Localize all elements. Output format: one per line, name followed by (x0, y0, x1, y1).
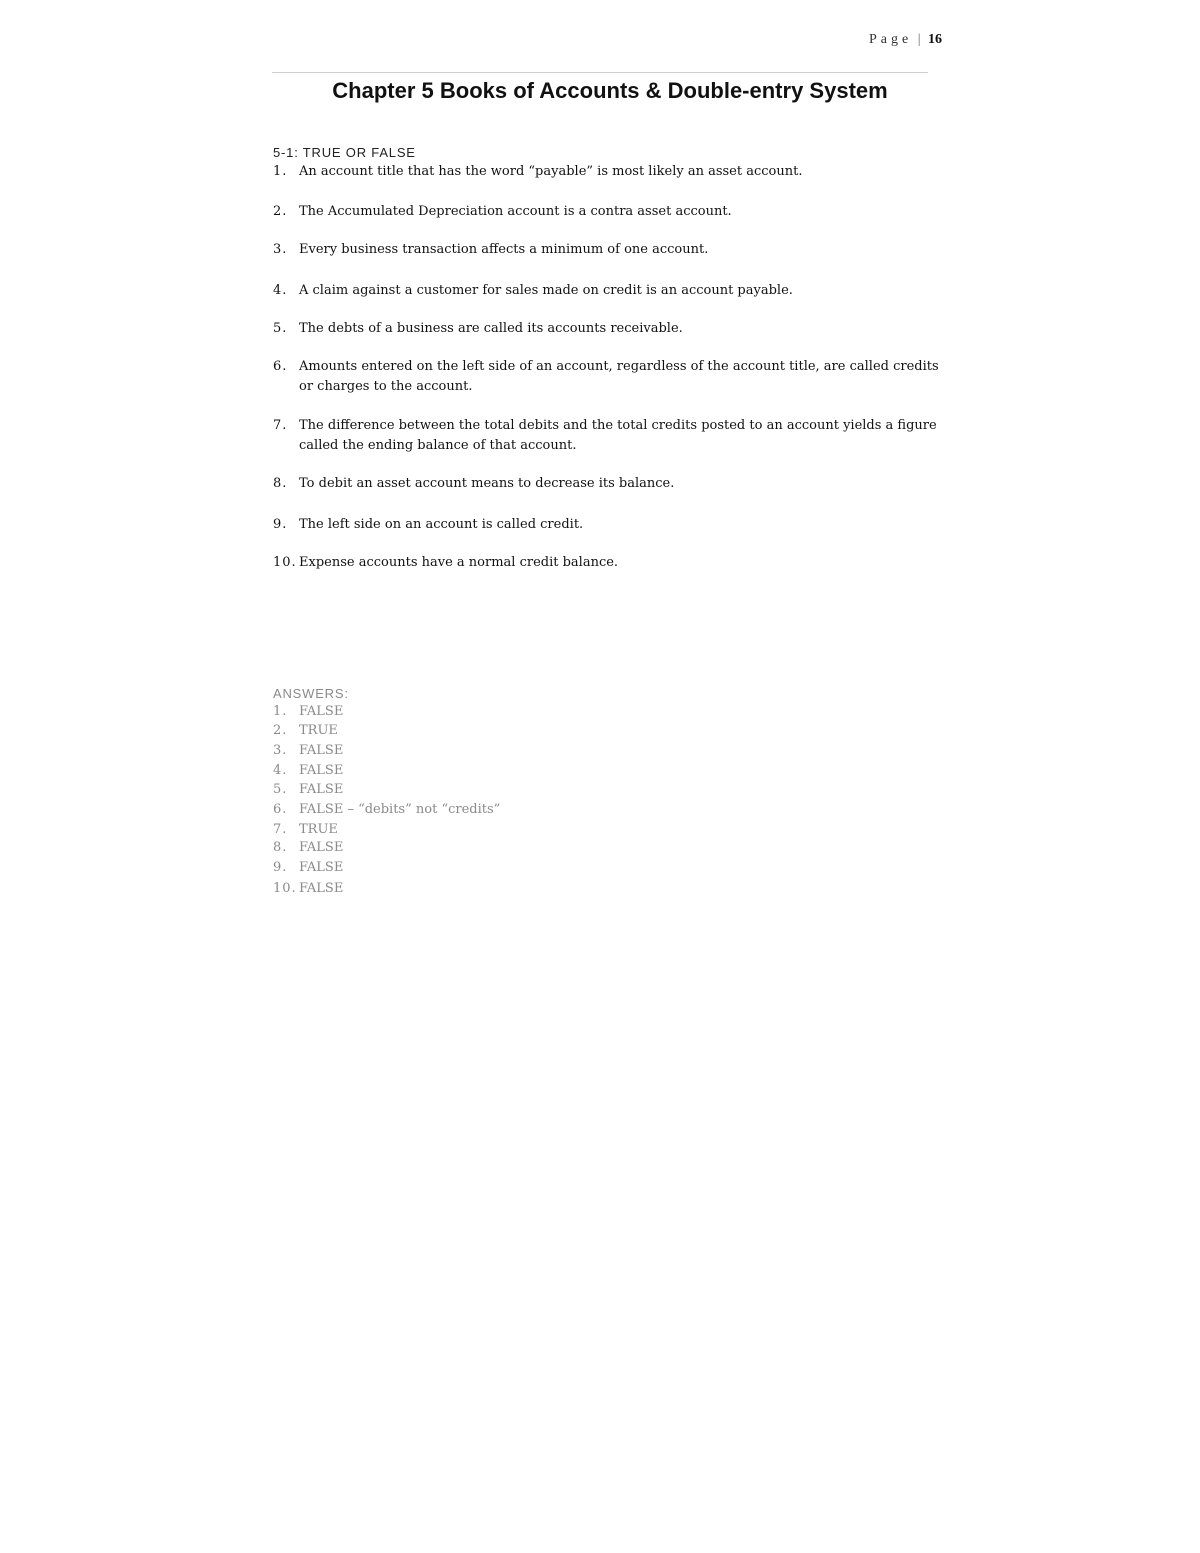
question-text: The Accumulated Depreciation account is a contra asset account. (299, 204, 732, 219)
answer-text: FALSE (299, 782, 344, 797)
answer-item (273, 721, 338, 740)
question-number: 8. (273, 476, 288, 491)
question-item (273, 357, 943, 397)
question-text: Expense accounts have a normal credit balance. (299, 555, 619, 570)
question-text: The left side on an account is called credit. (299, 517, 584, 532)
answer-number: 3. (273, 743, 288, 758)
question-item (273, 281, 943, 301)
answer-text: FALSE (299, 840, 344, 855)
answer-number: 6. (273, 802, 288, 817)
answer-item (273, 741, 343, 760)
answer-number: 4. (273, 763, 288, 778)
answer-text: FALSE (299, 860, 344, 875)
question-number: 6. (273, 359, 288, 374)
question-number: 7. (273, 418, 288, 433)
answer-number: 9. (273, 860, 288, 875)
answers-heading: ANSWERS: (273, 686, 349, 701)
question-number: 5. (273, 321, 288, 336)
header-divider (272, 72, 928, 73)
answer-text: FALSE – “debits” not “credits” (299, 802, 501, 817)
section-heading: 5-1: TRUE OR FALSE (273, 145, 416, 160)
question-item (273, 553, 943, 573)
question-text: An account title that has the word “payable” is most likely an asset account. (299, 164, 803, 179)
page-number: 16 (928, 32, 942, 47)
answer-item (273, 702, 343, 721)
page-header (0, 32, 942, 48)
question-number: 10. (273, 555, 297, 570)
question-number: 3. (273, 242, 288, 257)
page-separator: | (917, 32, 921, 47)
question-item (273, 416, 943, 456)
question-number: 2. (273, 204, 288, 219)
question-number: 1. (273, 164, 288, 179)
question-item (273, 474, 943, 494)
question-item (273, 162, 943, 182)
answer-text: FALSE (299, 743, 344, 758)
question-number: 4. (273, 283, 288, 298)
chapter-title: Chapter 5 Books of Accounts & Double-entry System (332, 78, 888, 103)
question-text: The difference between the total debits and the total credits posted to an account yields a figure called the ending balance of that account. (299, 418, 937, 453)
answer-item (273, 858, 343, 877)
page-label: Page (868, 32, 913, 47)
answer-item (273, 800, 500, 819)
answer-number: 8. (273, 840, 288, 855)
answer-number: 1. (273, 704, 288, 719)
answer-item (273, 761, 343, 780)
answer-item (273, 820, 338, 839)
question-item (273, 240, 943, 260)
answer-text: FALSE (299, 704, 344, 719)
answer-number: 5. (273, 782, 288, 797)
question-text: The debts of a business are called its accounts receivable. (299, 321, 683, 336)
question-item (273, 319, 943, 339)
question-text: To debit an asset account means to decrease its balance. (299, 476, 675, 491)
question-item (273, 515, 943, 535)
answer-number: 2. (273, 723, 288, 738)
question-item (273, 202, 943, 222)
answer-text: FALSE (299, 763, 344, 778)
question-number: 9. (273, 517, 288, 532)
answer-number: 10. (273, 881, 297, 896)
question-text: Every business transaction affects a minimum of one account. (299, 242, 709, 257)
answer-item (273, 838, 343, 857)
answer-number: 7. (273, 822, 288, 837)
answer-text: TRUE (299, 723, 338, 738)
question-text: A claim against a customer for sales made on credit is an account payable. (299, 283, 793, 298)
answer-item (273, 780, 343, 799)
answer-text: TRUE (299, 822, 338, 837)
question-text: Amounts entered on the left side of an account, regardless of the account title, are called credits or charges to the account. (299, 359, 939, 394)
answer-item (273, 879, 343, 898)
answer-text: FALSE (299, 881, 344, 896)
